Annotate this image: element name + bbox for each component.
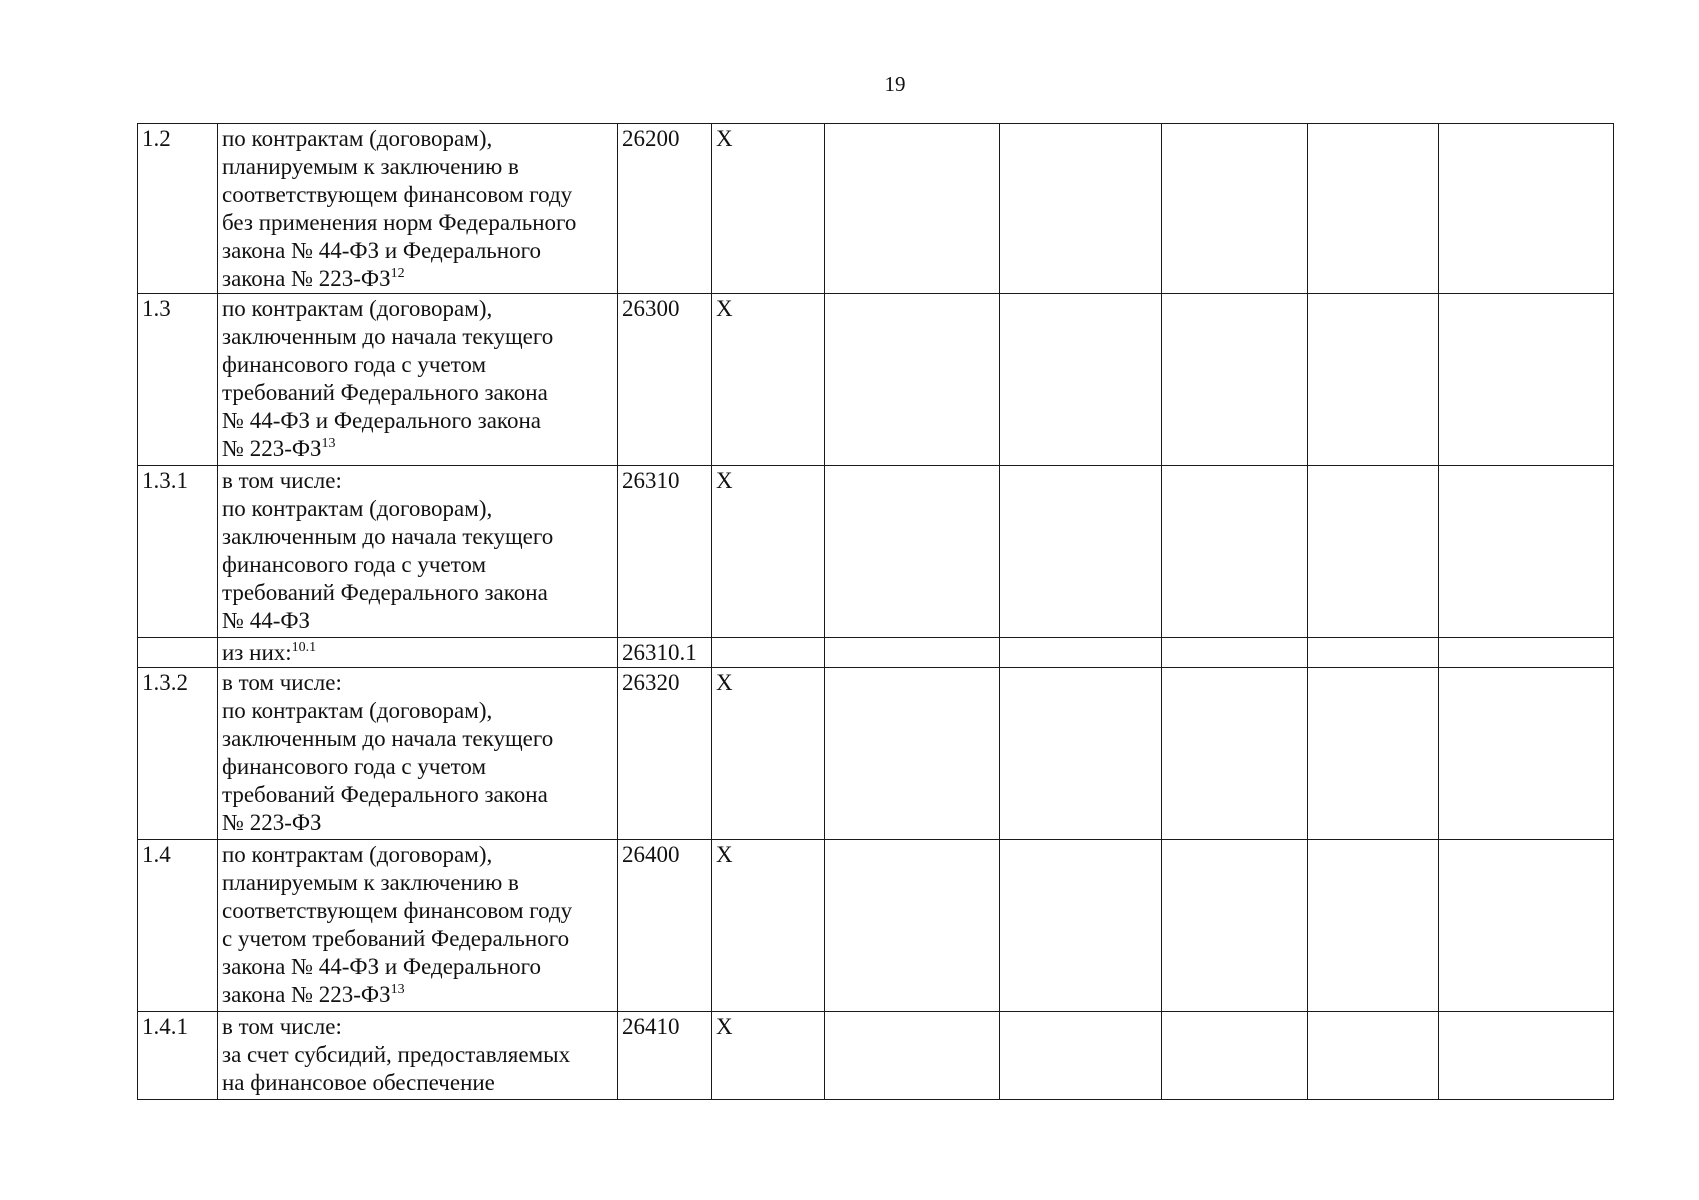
table-row (138, 124, 1614, 294)
empty-value-cell (825, 466, 1000, 638)
empty-value-cell (1162, 668, 1308, 840)
description-text: на финансовое обеспечение (222, 1070, 495, 1095)
row-code-cell: 26310.1 (618, 638, 712, 668)
row-number-cell: 1.2 (138, 124, 218, 294)
description-text: № 44-ФЗ и Федерального закона (222, 408, 541, 433)
description-line (222, 125, 613, 153)
row-x-cell: X (712, 668, 825, 840)
description-text: финансового года с учетом (222, 754, 487, 779)
empty-value-cell (825, 124, 1000, 294)
description-text: требований Федерального закона (222, 380, 548, 405)
description-line (222, 265, 613, 293)
row-description-cell (218, 840, 618, 1012)
empty-value-cell (1439, 466, 1614, 638)
empty-value-cell (1439, 124, 1614, 294)
page-number: 19 (884, 72, 906, 96)
table-row (138, 668, 1614, 840)
row-number-cell: 1.3 (138, 294, 218, 466)
row-x-cell: X (712, 124, 825, 294)
description-line (222, 181, 613, 209)
row-description-cell (218, 1012, 618, 1100)
description-line (222, 697, 613, 725)
description-text: по контрактам (договорам), (222, 296, 493, 321)
description-line (222, 809, 613, 837)
footnote-marker: 13 (390, 982, 405, 997)
description-text: заключенным до начала текущего (222, 524, 554, 549)
row-number-cell: 1.4 (138, 840, 218, 1012)
row-x-cell: X (712, 1012, 825, 1100)
description-line (222, 607, 613, 635)
empty-value-cell (1308, 466, 1439, 638)
description-line (222, 925, 613, 953)
description-text: по контрактам (договорам), (222, 842, 493, 867)
footnote-marker: 10.1 (291, 640, 317, 655)
empty-value-cell (1439, 668, 1614, 840)
description-line (222, 323, 613, 351)
description-text: № 44-ФЗ (222, 608, 311, 633)
empty-value-cell (1162, 840, 1308, 1012)
empty-value-cell (825, 1012, 1000, 1100)
description-text: за счет субсидий, предоставляемых (222, 1042, 571, 1067)
empty-value-cell (1308, 840, 1439, 1012)
description-text: требований Федерального закона (222, 782, 548, 807)
description-text: заключенным до начала текущего (222, 726, 554, 751)
description-text: № 223-ФЗ (222, 810, 322, 835)
description-line (222, 407, 613, 435)
empty-value-cell (1000, 124, 1162, 294)
description-text: соответствующем финансовом году (222, 898, 573, 923)
row-number-cell: 1.4.1 (138, 1012, 218, 1100)
empty-value-cell (1000, 638, 1162, 668)
row-x-cell: X (712, 840, 825, 1012)
description-line (222, 753, 613, 781)
empty-value-cell (1439, 840, 1614, 1012)
description-text: планируемым к заключению в (222, 870, 519, 895)
table-row (138, 294, 1614, 466)
empty-value-cell (825, 638, 1000, 668)
description-text: требований Федерального закона (222, 580, 548, 605)
description-text: закона № 223-ФЗ (222, 266, 391, 291)
empty-value-cell (825, 294, 1000, 466)
row-number-cell: 1.3.1 (138, 466, 218, 638)
description-text: закона № 44-ФЗ и Федерального (222, 238, 541, 263)
description-line (222, 639, 613, 667)
footnote-marker: 13 (321, 436, 336, 451)
description-text: из них: (222, 640, 292, 665)
row-x-cell: X (712, 466, 825, 638)
description-text: по контрактам (договорам), (222, 126, 493, 151)
description-line (222, 435, 613, 463)
description-line (222, 523, 613, 551)
description-line (222, 495, 613, 523)
row-x-cell: X (712, 294, 825, 466)
description-text: в том числе: (222, 1014, 342, 1039)
row-description-cell (218, 294, 618, 466)
row-code-cell: 26310 (618, 466, 712, 638)
row-number-cell: 1.3.2 (138, 668, 218, 840)
empty-value-cell (1308, 668, 1439, 840)
empty-value-cell (1439, 1012, 1614, 1100)
empty-value-cell (1000, 466, 1162, 638)
description-line (222, 351, 613, 379)
description-text: по контрактам (договорам), (222, 698, 493, 723)
indicators-table (137, 123, 1614, 1100)
description-line (222, 295, 613, 323)
table-row (138, 840, 1614, 1012)
empty-value-cell (1162, 294, 1308, 466)
description-line (222, 869, 613, 897)
description-line (222, 209, 613, 237)
empty-value-cell (1162, 1012, 1308, 1100)
description-text: в том числе: (222, 468, 342, 493)
description-line (222, 669, 613, 697)
description-text: с учетом требований Федерального (222, 926, 570, 951)
empty-value-cell (825, 840, 1000, 1012)
description-text: финансового года с учетом (222, 552, 487, 577)
description-text: по контрактам (договорам), (222, 496, 493, 521)
description-line (222, 1013, 613, 1041)
row-code-cell: 26200 (618, 124, 712, 294)
empty-value-cell (1000, 840, 1162, 1012)
empty-value-cell (1000, 668, 1162, 840)
description-line (222, 897, 613, 925)
description-line (222, 379, 613, 407)
row-description-cell (218, 668, 618, 840)
empty-value-cell (1439, 638, 1614, 668)
description-text: соответствующем финансовом году (222, 182, 573, 207)
row-description-cell (218, 466, 618, 638)
empty-value-cell (825, 668, 1000, 840)
empty-value-cell (1000, 1012, 1162, 1100)
table-row (138, 466, 1614, 638)
row-code-cell: 26320 (618, 668, 712, 840)
description-line (222, 781, 613, 809)
empty-value-cell (1308, 294, 1439, 466)
description-text: заключенным до начала текущего (222, 324, 554, 349)
description-line (222, 579, 613, 607)
empty-value-cell (1439, 294, 1614, 466)
description-line (222, 1041, 613, 1069)
description-line (222, 237, 613, 265)
description-line (222, 467, 613, 495)
description-text: в том числе: (222, 670, 342, 695)
empty-value-cell (1000, 294, 1162, 466)
description-line (222, 551, 613, 579)
description-text: № 223-ФЗ (222, 436, 322, 461)
row-x-cell (712, 638, 825, 668)
description-line (222, 841, 613, 869)
description-line (222, 153, 613, 181)
description-line (222, 981, 613, 1009)
row-description-cell (218, 638, 618, 668)
description-text: планируемым к заключению в (222, 154, 519, 179)
empty-value-cell (1162, 124, 1308, 294)
row-code-cell: 26400 (618, 840, 712, 1012)
empty-value-cell (1162, 466, 1308, 638)
row-description-cell (218, 124, 618, 294)
row-code-cell: 26410 (618, 1012, 712, 1100)
description-line (222, 1069, 613, 1097)
description-text: закона № 223-ФЗ (222, 982, 391, 1007)
description-line (222, 725, 613, 753)
description-text: финансового года с учетом (222, 352, 487, 377)
empty-value-cell (1308, 1012, 1439, 1100)
description-text: закона № 44-ФЗ и Федерального (222, 954, 541, 979)
row-number-cell (138, 638, 218, 668)
empty-value-cell (1308, 124, 1439, 294)
description-text: без применения норм Федерального (222, 210, 577, 235)
table-row (138, 1012, 1614, 1100)
empty-value-cell (1308, 638, 1439, 668)
footnote-marker: 12 (390, 266, 405, 281)
row-code-cell: 26300 (618, 294, 712, 466)
table-row (138, 638, 1614, 668)
description-line (222, 953, 613, 981)
empty-value-cell (1162, 638, 1308, 668)
